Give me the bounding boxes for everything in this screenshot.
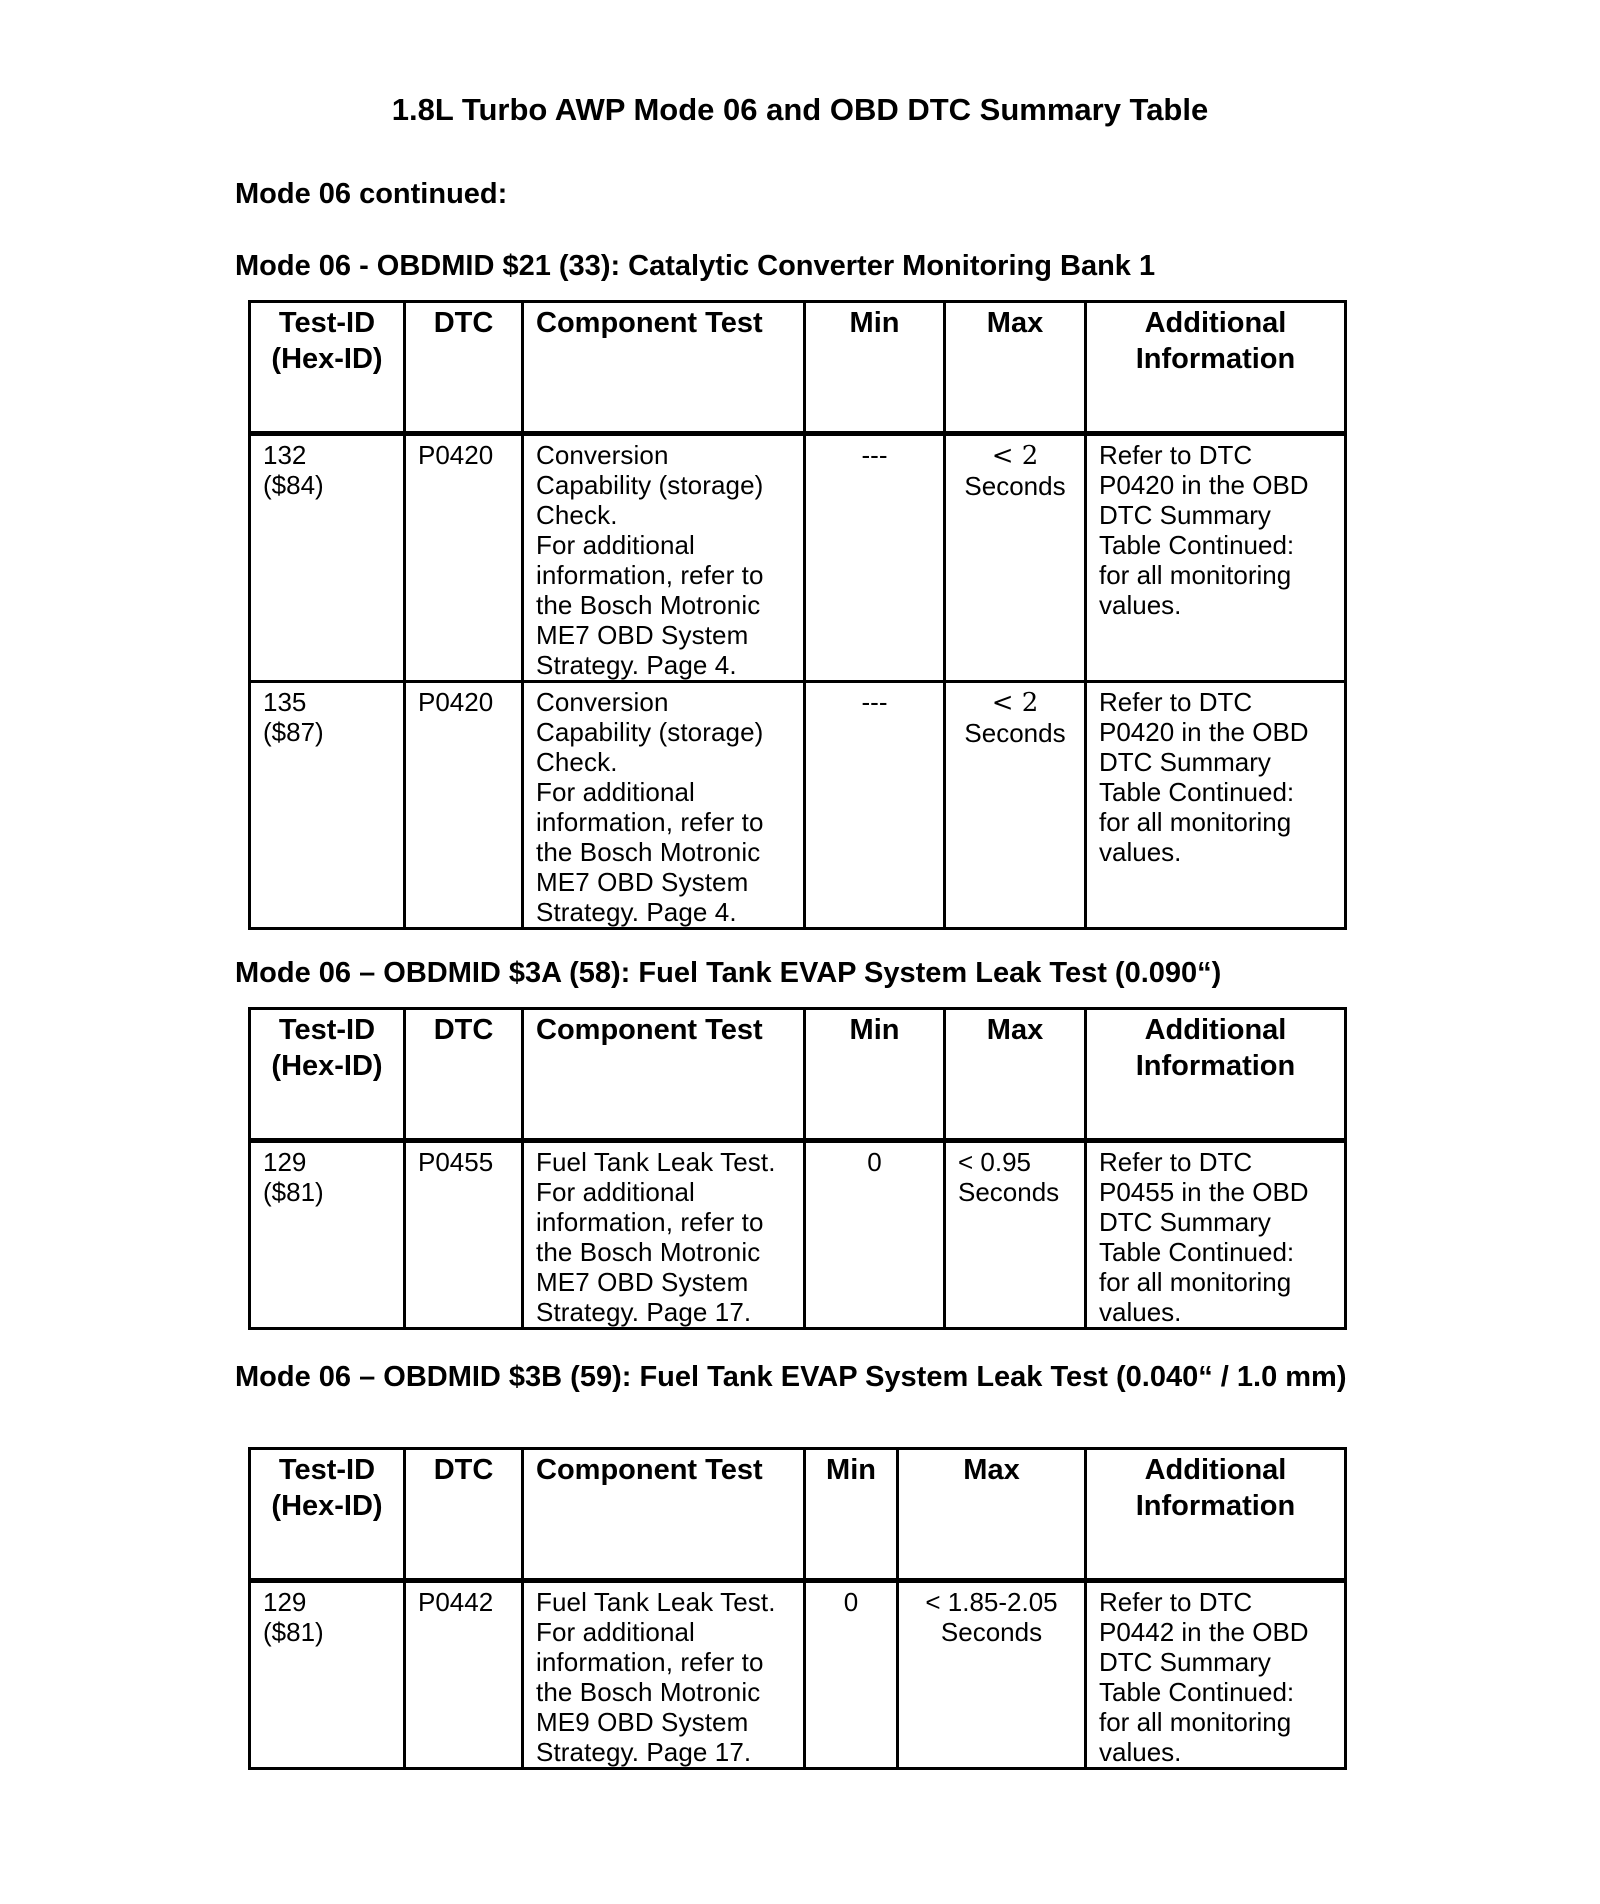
component-test-cell: Conversion Capability (storage) Check. For additional information, refer to the Bosch Motronic ME7 OBD System Strategy. Page 4. xyxy=(523,682,805,929)
header-dtc: DTC xyxy=(405,1449,523,1581)
header-min: Min xyxy=(805,1009,945,1141)
additional-info-cell: Refer to DTC P0455 in the OBD DTC Summary Table Continued: for all monitoring values. xyxy=(1086,1141,1346,1329)
table-row xyxy=(250,1141,1346,1329)
additional-info-cell: Refer to DTC P0420 in the OBD DTC Summary Table Continued: for all monitoring values. xyxy=(1086,434,1346,682)
additional-info-cell: Refer to DTC P0442 in the OBD DTC Summary Table Continued: for all monitoring values. xyxy=(1086,1581,1346,1769)
component-test-cell: Fuel Tank Leak Test. For additional information, refer to the Bosch Motronic ME7 OBD System Strategy. Page 17. xyxy=(523,1141,805,1329)
max-cell xyxy=(945,434,1086,682)
header-additional-info: Additional Information xyxy=(1086,302,1346,434)
dtc-cell: P0420 xyxy=(405,682,523,929)
max-unit: Seconds xyxy=(964,718,1066,748)
header-min: Min xyxy=(805,302,945,434)
min-cell: 0 xyxy=(805,1581,898,1769)
header-test-id: Test-ID (Hex-ID) xyxy=(250,302,405,434)
header-component-test: Component Test xyxy=(523,1449,805,1581)
section-heading: Mode 06 – OBDMID $3B (59): Fuel Tank EVAP System Leak Test (0.040“ / 1.0 mm) xyxy=(235,1361,1347,1393)
subtitle: Mode 06 continued: xyxy=(235,178,508,210)
section-heading: Mode 06 - OBDMID $21 (33): Catalytic Converter Monitoring Bank 1 xyxy=(235,250,1156,282)
header-max: Max xyxy=(898,1449,1086,1581)
table-row xyxy=(250,434,1346,682)
section-heading: Mode 06 – OBDMID $3A (58): Fuel Tank EVAP System Leak Test (0.090“) xyxy=(235,957,1222,989)
max-cell: < 1.85-2.05 Seconds xyxy=(898,1581,1086,1769)
component-test-cell: Fuel Tank Leak Test. For additional information, refer to the Bosch Motronic ME9 OBD System Strategy. Page 17. xyxy=(523,1581,805,1769)
max-cell xyxy=(945,682,1086,929)
test-id-cell: 132 ($84) xyxy=(250,434,405,682)
header-additional-info: Additional Information xyxy=(1086,1009,1346,1141)
additional-info-cell: Refer to DTC P0420 in the OBD DTC Summary Table Continued: for all monitoring values. xyxy=(1086,682,1346,929)
header-dtc: DTC xyxy=(405,302,523,434)
test-id-cell: 135 ($87) xyxy=(250,682,405,929)
header-component-test: Component Test xyxy=(523,1009,805,1141)
catalyst-monitor-table xyxy=(248,300,1347,930)
test-id-cell: 129 ($81) xyxy=(250,1581,405,1769)
max-limit: < 2 xyxy=(991,688,1039,718)
table-row xyxy=(250,682,1346,929)
header-component-test: Component Test xyxy=(523,302,805,434)
max-unit: Seconds xyxy=(964,471,1066,501)
max-limit: < 2 xyxy=(991,441,1039,471)
min-cell: --- xyxy=(805,682,945,929)
evap-leak-090-table xyxy=(248,1007,1347,1330)
page-title: 1.8L Turbo AWP Mode 06 and OBD DTC Summary Table xyxy=(391,92,1209,127)
min-cell: 0 xyxy=(805,1141,945,1329)
dtc-cell: P0442 xyxy=(405,1581,523,1769)
table-row xyxy=(250,1581,1346,1769)
header-dtc: DTC xyxy=(405,1009,523,1141)
header-min: Min xyxy=(805,1449,898,1581)
evap-leak-040-table xyxy=(248,1447,1347,1770)
header-test-id: Test-ID (Hex-ID) xyxy=(250,1009,405,1141)
dtc-cell: P0420 xyxy=(405,434,523,682)
header-test-id: Test-ID (Hex-ID) xyxy=(250,1449,405,1581)
test-id-cell: 129 ($81) xyxy=(250,1141,405,1329)
header-additional-info: Additional Information xyxy=(1086,1449,1346,1581)
header-max: Max xyxy=(945,1009,1086,1141)
table-header-row xyxy=(250,1009,1346,1141)
min-cell: --- xyxy=(805,434,945,682)
max-cell: < 0.95 Seconds xyxy=(945,1141,1086,1329)
table-header-row xyxy=(250,1449,1346,1581)
table-header-row xyxy=(250,302,1346,434)
dtc-cell: P0455 xyxy=(405,1141,523,1329)
component-test-cell: Conversion Capability (storage) Check. For additional information, refer to the Bosch Motronic ME7 OBD System Strategy. Page 4. xyxy=(523,434,805,682)
header-max: Max xyxy=(945,302,1086,434)
